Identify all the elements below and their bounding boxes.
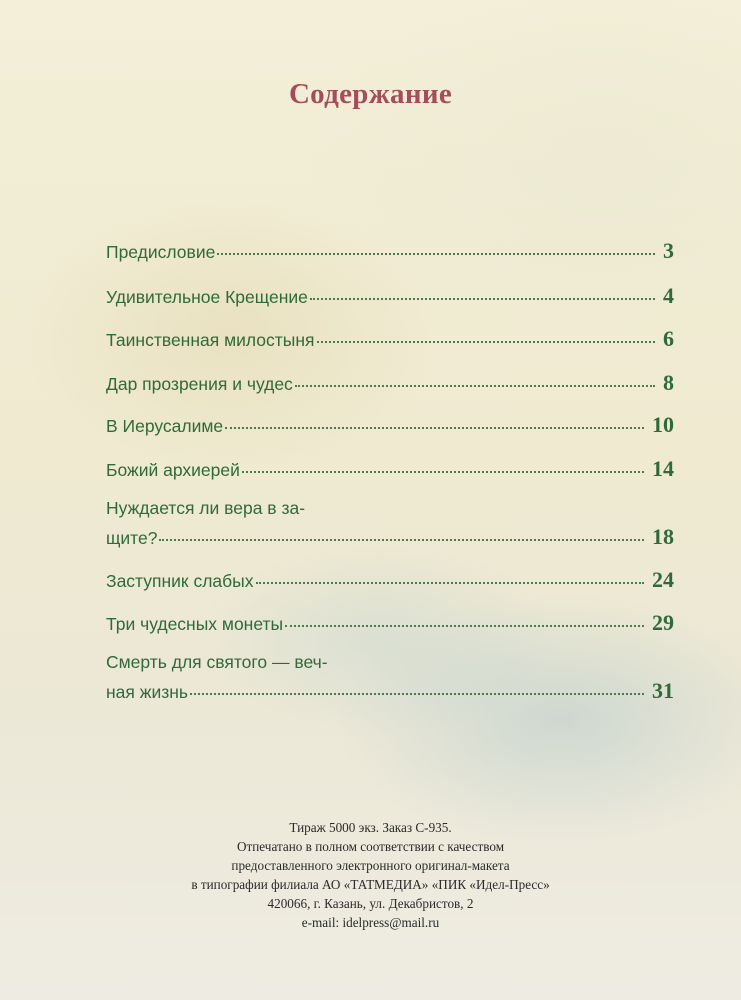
toc-entry-title: Три чудесных монеты — [106, 614, 284, 634]
page-title: Содержание — [288, 78, 453, 110]
toc-entry — [106, 610, 674, 636]
toc-entry-title-line2: щите? — [106, 528, 158, 548]
toc-entry-title: Дар прозрения и чудес — [106, 374, 293, 394]
toc-entry-page: 29 — [652, 610, 674, 635]
toc-entry-page: 3 — [663, 238, 674, 263]
toc-entry-title-line1: Смерть для святого — веч- — [106, 652, 328, 672]
toc-entry-title: Божий архиерей — [106, 460, 240, 480]
toc-entry-page: 31 — [652, 678, 674, 703]
toc-entry — [106, 370, 674, 396]
imprint-address: 420066, г. Казань, ул. Декабристов, 2 — [267, 896, 474, 911]
imprint-layout-note: предоставленного электронного оригинал-макета — [231, 858, 510, 873]
imprint-print-run: Тираж 5000 экз. Заказ С-935. — [289, 820, 452, 835]
toc-leader-dots — [190, 693, 644, 695]
toc-entry — [106, 678, 674, 704]
toc-entry-page: 18 — [652, 524, 674, 549]
toc-leader-dots — [242, 471, 644, 473]
toc-leader-dots — [295, 385, 655, 387]
imprint-quality-note: Отпечатано в полном соответствии с качеством — [236, 839, 505, 854]
toc-entry-page: 24 — [652, 567, 674, 592]
toc-entry-page: 4 — [663, 283, 674, 308]
toc-leader-dots — [159, 539, 644, 541]
toc-entry — [106, 238, 674, 264]
imprint-printer: в типографии филиала АО «ТАТМЕДИА» «ПИК «Идел-Пресс» — [191, 877, 550, 892]
toc-entry — [106, 567, 674, 593]
toc-leader-dots — [256, 582, 645, 584]
toc-entry-title-line2: ная жизнь — [106, 682, 189, 702]
toc-entry-page: 10 — [652, 412, 674, 437]
toc-entry-title: В Иерусалиме — [106, 416, 224, 436]
toc-entry-page: 14 — [652, 456, 674, 481]
toc-entry-title: Предисловие — [106, 242, 216, 262]
toc-leader-dots — [217, 253, 655, 255]
imprint-email: e-mail: idelpress@mail.ru — [301, 915, 440, 930]
toc-entry — [106, 412, 674, 438]
toc-entry — [106, 524, 674, 550]
toc-entry-title-line1: Нуждается ли вера в за- — [106, 498, 306, 518]
imprint-block — [0, 818, 741, 932]
toc-entry-title: Таинственная милостыня — [106, 330, 315, 350]
toc-leader-dots — [225, 427, 644, 429]
toc-entry-title: Заступник слабых — [106, 571, 254, 591]
toc-leader-dots — [317, 341, 655, 343]
toc-entry-page: 6 — [663, 326, 674, 351]
toc-entry — [106, 326, 674, 352]
toc-entry-title: Удивительное Крещение — [106, 287, 308, 307]
toc-leader-dots — [285, 625, 644, 627]
toc-entry — [106, 283, 674, 309]
toc-entry — [106, 456, 674, 482]
toc-leader-dots — [310, 298, 655, 300]
toc-entry-page: 8 — [663, 370, 674, 395]
